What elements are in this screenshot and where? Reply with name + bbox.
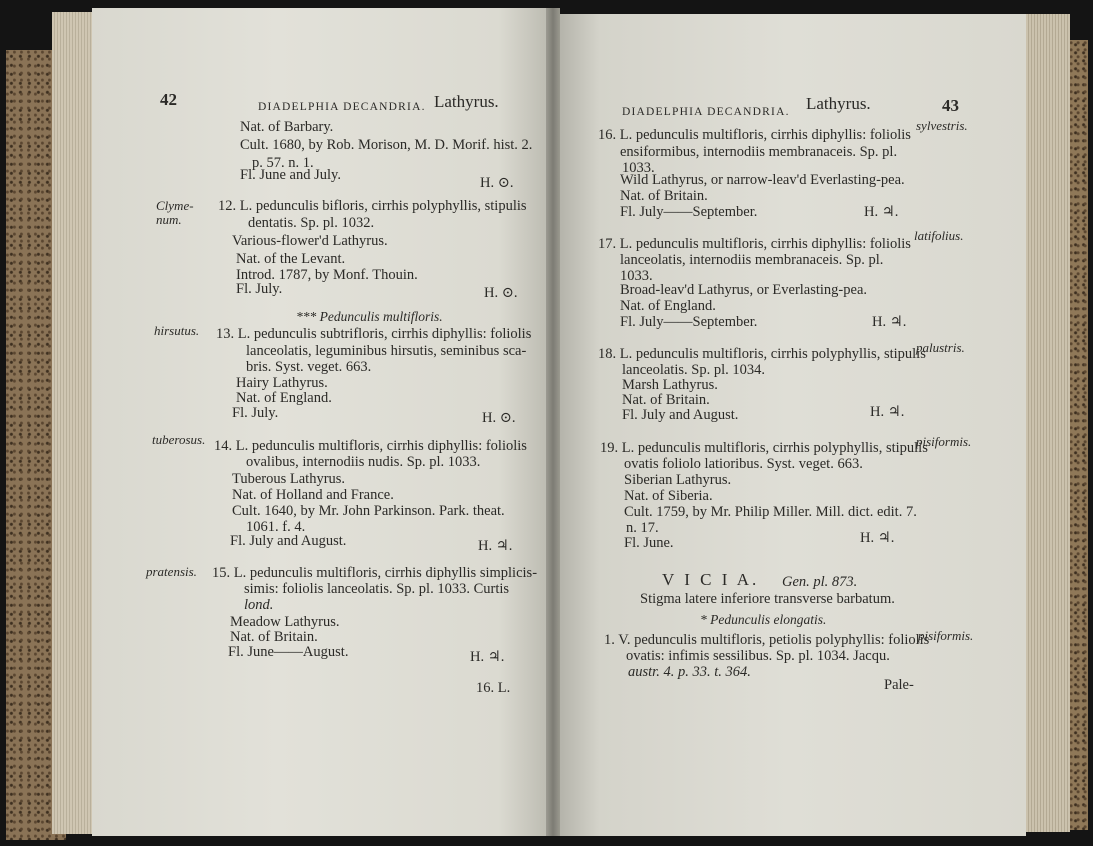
margin-species-name: tuberosus.	[152, 432, 206, 447]
text-line: bris. Syst. veget. 663.	[246, 359, 372, 375]
habit-symbol: H. ♃.	[872, 314, 907, 330]
text-line: Nat. of England.	[620, 298, 716, 314]
text-line: 15. L. pedunculis multifloris, cirrhis diphyllis simplicis-	[212, 565, 538, 581]
text-line: p. 57. n. 1.	[252, 155, 314, 171]
text-line: 18. L. pedunculis multifloris, cirrhis polyphyllis, stipulis	[598, 346, 926, 362]
habit-symbol: H. ♃.	[864, 204, 899, 220]
text-line: 13. L. pedunculis subtrifloris, cirrhis diphyllis: foliolis	[216, 326, 532, 342]
text-line: 1033.	[620, 268, 653, 284]
habit-symbol: H. ♃.	[870, 404, 905, 420]
margin-species-name: hirsutus.	[154, 323, 200, 338]
text-line: Nat. of Barbary.	[240, 119, 334, 135]
text-line: ovatis: infimis sessilibus. Sp. pl. 1034. Jacqu.	[626, 648, 890, 664]
text-line: Nat. of Britain.	[622, 392, 710, 408]
text-line: lanceolatis. Sp. pl. 1034.	[622, 362, 765, 378]
text-line: 1. V. pedunculis multifloris, petiolis polyphyllis: foliolis	[604, 632, 930, 648]
habit-symbol: H. ⊙.	[482, 410, 516, 426]
text-line: Fl. July and August.	[230, 533, 347, 549]
margin-species-name: latifolius.	[914, 228, 964, 243]
page-edges-right	[1020, 14, 1070, 832]
text-line: Cult. 1640, by Mr. John Parkinson. Park. theat.	[232, 503, 505, 519]
habit-symbol: H. ♃.	[860, 530, 895, 546]
text-line: Fl. June——August.	[228, 644, 349, 660]
text-line: Fl. July.	[232, 405, 279, 421]
text-line: Marsh Lathyrus.	[622, 377, 718, 393]
text-line: 1033.	[622, 160, 655, 176]
text-line: Siberian Lathyrus.	[624, 472, 732, 488]
text-line: lanceolatis, internodiis membranaceis. Sp. pl.	[620, 252, 884, 268]
margin-species-name: pisiformis.	[916, 434, 972, 449]
text-line: Fl. June and July.	[240, 167, 341, 183]
page-number: 43	[942, 96, 959, 115]
text-line: 12. L. pedunculis bifloris, cirrhis polyphyllis, stipulis	[218, 198, 527, 214]
section-heading: * Pedunculis elongatis.	[700, 612, 827, 627]
text-line: Cult. 1680, by Rob. Morison, M. D. Morif. hist. 2.	[240, 137, 533, 153]
text-line: Fl. June.	[624, 535, 674, 551]
habit-symbol: H. ⊙.	[480, 175, 514, 191]
text-line: Nat. of Holland and France.	[232, 487, 394, 503]
text-line: simis: foliolis lanceolatis. Sp. pl. 1033. Curtis	[244, 581, 510, 597]
running-header: DIADELPHIA DECANDRIA.	[258, 101, 426, 113]
text-line: lanceolatis, leguminibus hirsutis, seminibus sca-	[246, 343, 527, 359]
text-line: ensiformibus, internodiis membranaceis. Sp. pl.	[620, 144, 898, 160]
text-line: 1061. f. 4.	[246, 519, 306, 535]
genus-heading: Lathyrus.	[434, 92, 499, 111]
text-line: Nat. of Siberia.	[624, 488, 713, 504]
text-line: Cult. 1759, by Mr. Philip Miller. Mill. dict. edit. 7.	[624, 504, 917, 520]
running-header: DIADELPHIA DECANDRIA.	[622, 106, 790, 118]
text-line: lond.	[244, 597, 274, 613]
text-line: Nat. of Britain.	[620, 188, 708, 204]
text-line: Introd. 1787, by Monf. Thouin.	[236, 267, 418, 283]
text-line: Fl. July——September.	[620, 314, 758, 330]
page-number: 42	[160, 90, 177, 109]
text-line: Various-flower'd Lathyrus.	[232, 233, 388, 249]
text-line: Fl. July and August.	[622, 407, 739, 423]
section-heading: *** Pedunculis multifloris.	[296, 309, 443, 324]
habit-symbol: H. ⊙.	[484, 285, 518, 301]
book-gutter	[546, 8, 560, 836]
genus-title: V I C I A.	[662, 570, 760, 589]
text-line: Hairy Lathyrus.	[236, 375, 328, 391]
genus-reference: Gen. pl. 873.	[782, 574, 858, 590]
text-line: Fl. July.	[236, 281, 283, 297]
catchword: Pale-	[884, 677, 914, 693]
text-line: 19. L. pedunculis multifloris, cirrhis polyphyllis, stipulis	[600, 440, 928, 456]
text-line: Nat. of the Levant.	[236, 251, 346, 267]
text-line: Meadow Lathyrus.	[230, 614, 340, 630]
margin-species-name: palustris.	[916, 340, 965, 355]
margin-species-name: Clyme-	[156, 198, 194, 213]
text-line: dentatis. Sp. pl. 1032.	[248, 215, 375, 231]
genus-heading: Lathyrus.	[806, 94, 871, 113]
habit-symbol: H. ♃.	[478, 538, 513, 554]
text-line: 16. L. pedunculis multifloris, cirrhis diphyllis: foliolis	[598, 127, 911, 143]
text-line: ovatis foliolo latioribus. Syst. veget. 663.	[624, 456, 863, 472]
text-line: ovalibus, internodiis nudis. Sp. pl. 1033.	[246, 454, 481, 470]
text-line: Nat. of England.	[236, 390, 332, 406]
margin-species-name: sylvestris.	[916, 118, 968, 133]
margin-species-name: pratensis.	[146, 564, 197, 579]
catchword: 16. L.	[476, 680, 511, 696]
text-line: Fl. July——September.	[620, 204, 758, 220]
text-line: 17. L. pedunculis multifloris, cirrhis diphyllis: foliolis	[598, 236, 911, 252]
text-line: n. 17.	[626, 520, 659, 536]
text-line: Wild Lathyrus, or narrow-leav'd Everlasting-pea.	[620, 172, 905, 188]
text-line: austr. 4. p. 33. t. 364.	[628, 664, 751, 680]
text-line: Broad-leav'd Lathyrus, or Everlasting-pea.	[620, 282, 868, 298]
genus-description: Stigma latere inferiore transverse barbatum.	[640, 591, 895, 607]
margin-species-name: num.	[156, 212, 182, 227]
habit-symbol: H. ♃.	[470, 649, 505, 665]
text-line: 14. L. pedunculis multifloris, cirrhis diphyllis: foliolis	[214, 438, 527, 454]
text-line: Tuberous Lathyrus.	[232, 471, 346, 487]
margin-species-name: pisiformis.	[918, 628, 974, 643]
text-line: Nat. of Britain.	[230, 629, 318, 645]
